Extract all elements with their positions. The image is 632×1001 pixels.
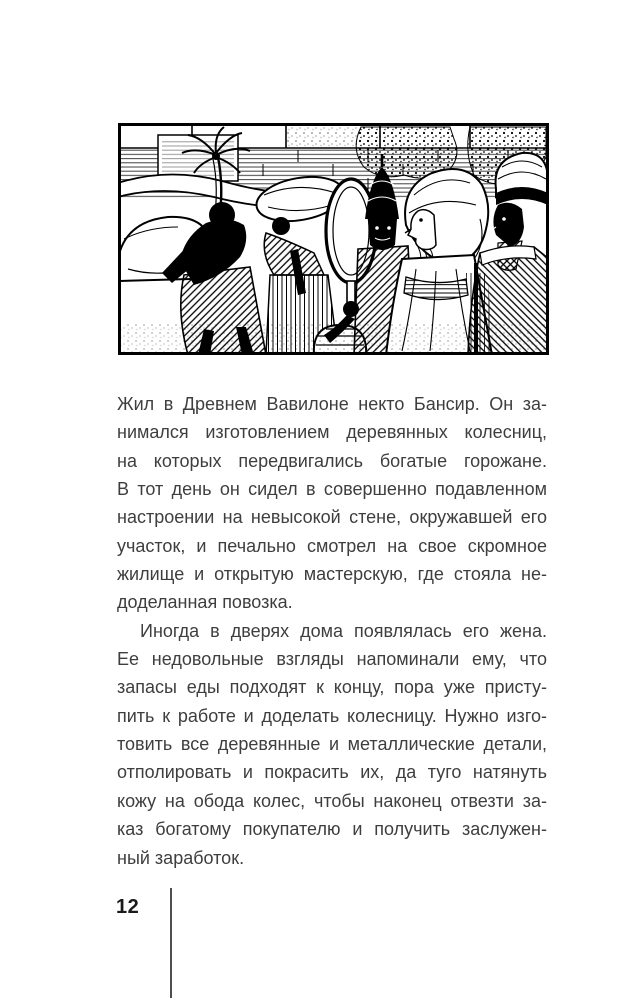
page-number: 12 xyxy=(116,896,140,918)
text-line: пить к работе и доделать колесницу. Нужно изго- xyxy=(117,705,547,726)
text-line: участок, и печально смотрел на свое скромное xyxy=(117,535,547,556)
paragraph-1 xyxy=(117,390,547,617)
text-line: каз богатому покупателю и получить заслужен- xyxy=(117,819,547,840)
footer-vertical-rule xyxy=(170,888,172,998)
text-line: на которых передвигались богатые горожане. xyxy=(117,450,547,471)
text-line: доделанная повозка. xyxy=(117,592,293,613)
text-line: кожу на обода колес, чтобы наконец отвезти за- xyxy=(117,790,547,811)
woodcut-illustration-image xyxy=(118,123,549,355)
text-line: настроении на невысокой стене, окружавшей его xyxy=(117,507,547,528)
text-line: Ее недовольные взгляды напоминали ему, что xyxy=(117,649,547,670)
text-line: отполировать и покрасить их, да туго натянуть xyxy=(117,762,547,783)
text-line: товить все деревянные и металлические детали, xyxy=(117,734,547,755)
paragraph-2 xyxy=(117,617,547,872)
text-line: Жил в Древнем Вавилоне некто Бансир. Он за- xyxy=(117,394,547,414)
text-line: запасы еды подходят к концу, пора уже присту- xyxy=(117,677,547,698)
text-line: нимался изготовлением деревянных колесниц, xyxy=(117,422,547,443)
chapter-illustration xyxy=(118,123,549,355)
text-line: ный заработок. xyxy=(117,847,245,868)
text-line: жилище и открытую мастерскую, где стояла не- xyxy=(117,564,547,585)
text-line: Иногда в дверях дома появлялась его жена. xyxy=(140,620,547,641)
body-text xyxy=(117,390,547,872)
text-line: В тот день он сидел в совершенно подавленном xyxy=(117,479,547,500)
